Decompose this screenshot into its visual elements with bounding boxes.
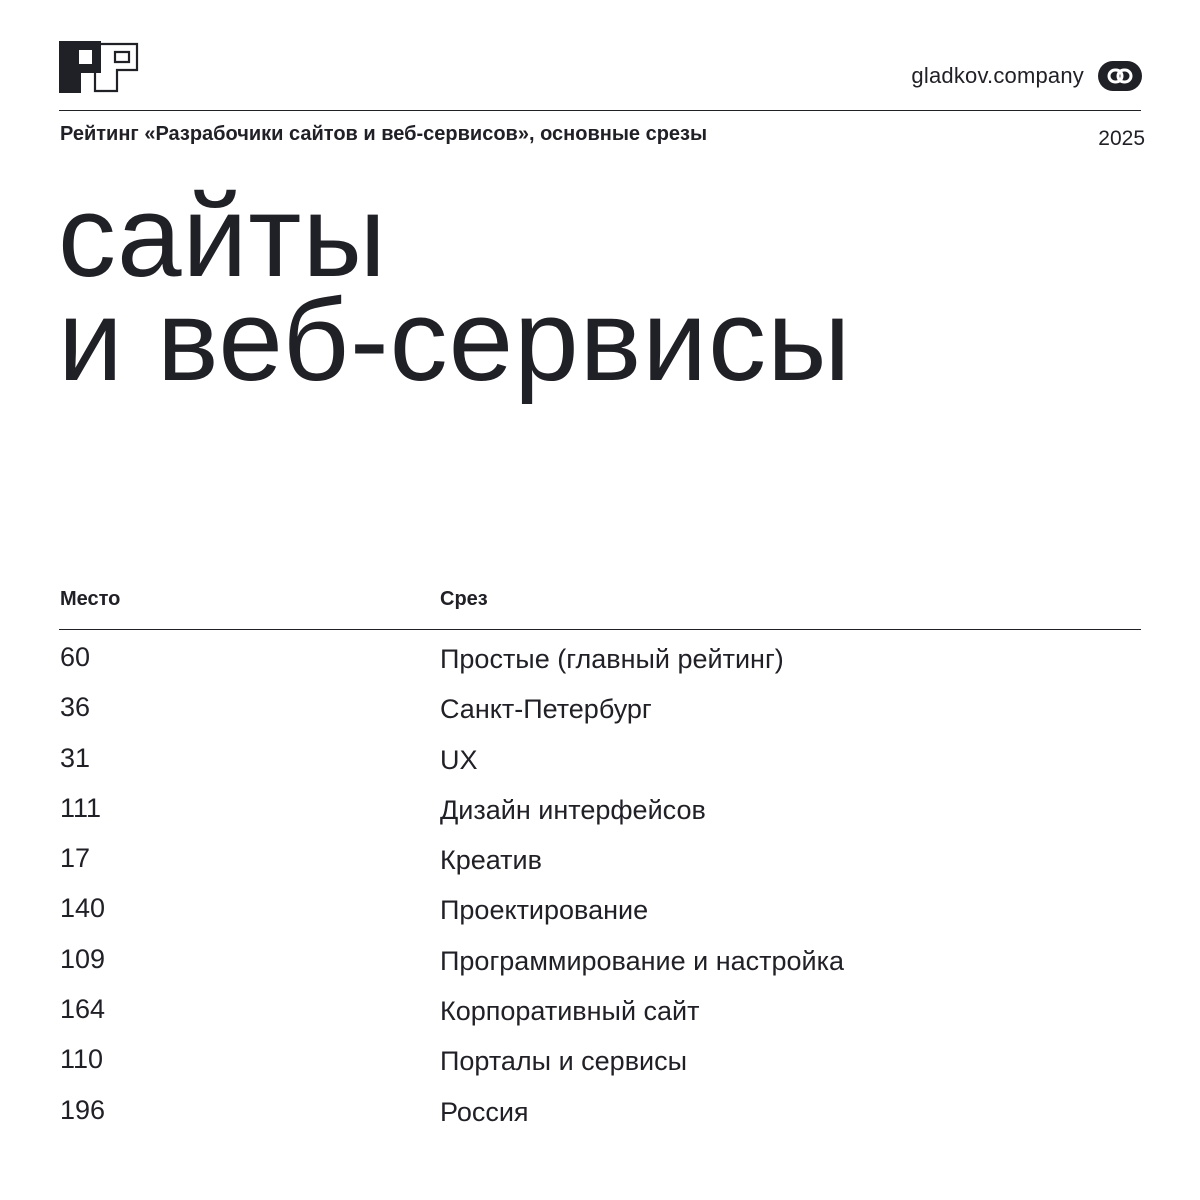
row-slice: Простые (главный рейтинг)	[440, 644, 784, 674]
row-slice: Дизайн интерфейсов	[440, 794, 706, 825]
column-header-place: Место	[60, 588, 121, 610]
table-row	[60, 642, 1140, 692]
table-row	[60, 743, 1140, 793]
table-divider	[59, 629, 1141, 630]
page-title	[58, 171, 852, 405]
row-place: 196	[60, 1094, 106, 1125]
row-slice: Корпоративный сайт	[440, 996, 700, 1027]
row-slice: Креатив	[440, 845, 542, 876]
title-line-2: и веб-сервисы	[58, 275, 852, 405]
row-place: 17	[60, 843, 91, 874]
row-place: 36	[60, 692, 91, 723]
site-url[interactable]: gladkov.company	[911, 63, 1084, 88]
year-label: 2025	[1098, 127, 1145, 150]
header-divider	[59, 110, 1141, 111]
row-slice: Проектирование	[440, 895, 649, 926]
table-row	[60, 793, 1140, 843]
row-slice: UX	[440, 744, 478, 775]
row-place: 60	[60, 642, 91, 672]
table-row	[60, 893, 1140, 943]
table-row	[60, 994, 1140, 1044]
row-place: 164	[60, 994, 106, 1025]
site-link[interactable]	[911, 60, 1142, 92]
title-line-1: сайты	[58, 171, 387, 301]
row-place: 140	[60, 893, 106, 924]
link-icon[interactable]	[1098, 61, 1142, 91]
row-slice: Санкт-Петербург	[440, 694, 652, 725]
table-row	[60, 692, 1140, 742]
row-slice: Россия	[440, 1096, 529, 1127]
row-slice: Порталы и сервисы	[440, 1046, 688, 1077]
table-row	[60, 1095, 1140, 1145]
row-place: 110	[60, 1044, 104, 1075]
page-subtitle: Рейтинг «Разрабочики сайтов и веб-сервисов», основные срезы	[60, 123, 708, 145]
company-logo	[59, 41, 141, 93]
row-place: 109	[60, 943, 106, 974]
ranking-table	[60, 642, 1140, 1145]
column-header-slice: Срез	[440, 588, 488, 610]
row-place: 31	[60, 742, 91, 773]
row-slice: Программирование и настройка	[440, 945, 845, 976]
table-row	[60, 843, 1140, 893]
table-row	[60, 944, 1140, 994]
row-place: 111	[60, 792, 102, 823]
table-row	[60, 1044, 1140, 1094]
